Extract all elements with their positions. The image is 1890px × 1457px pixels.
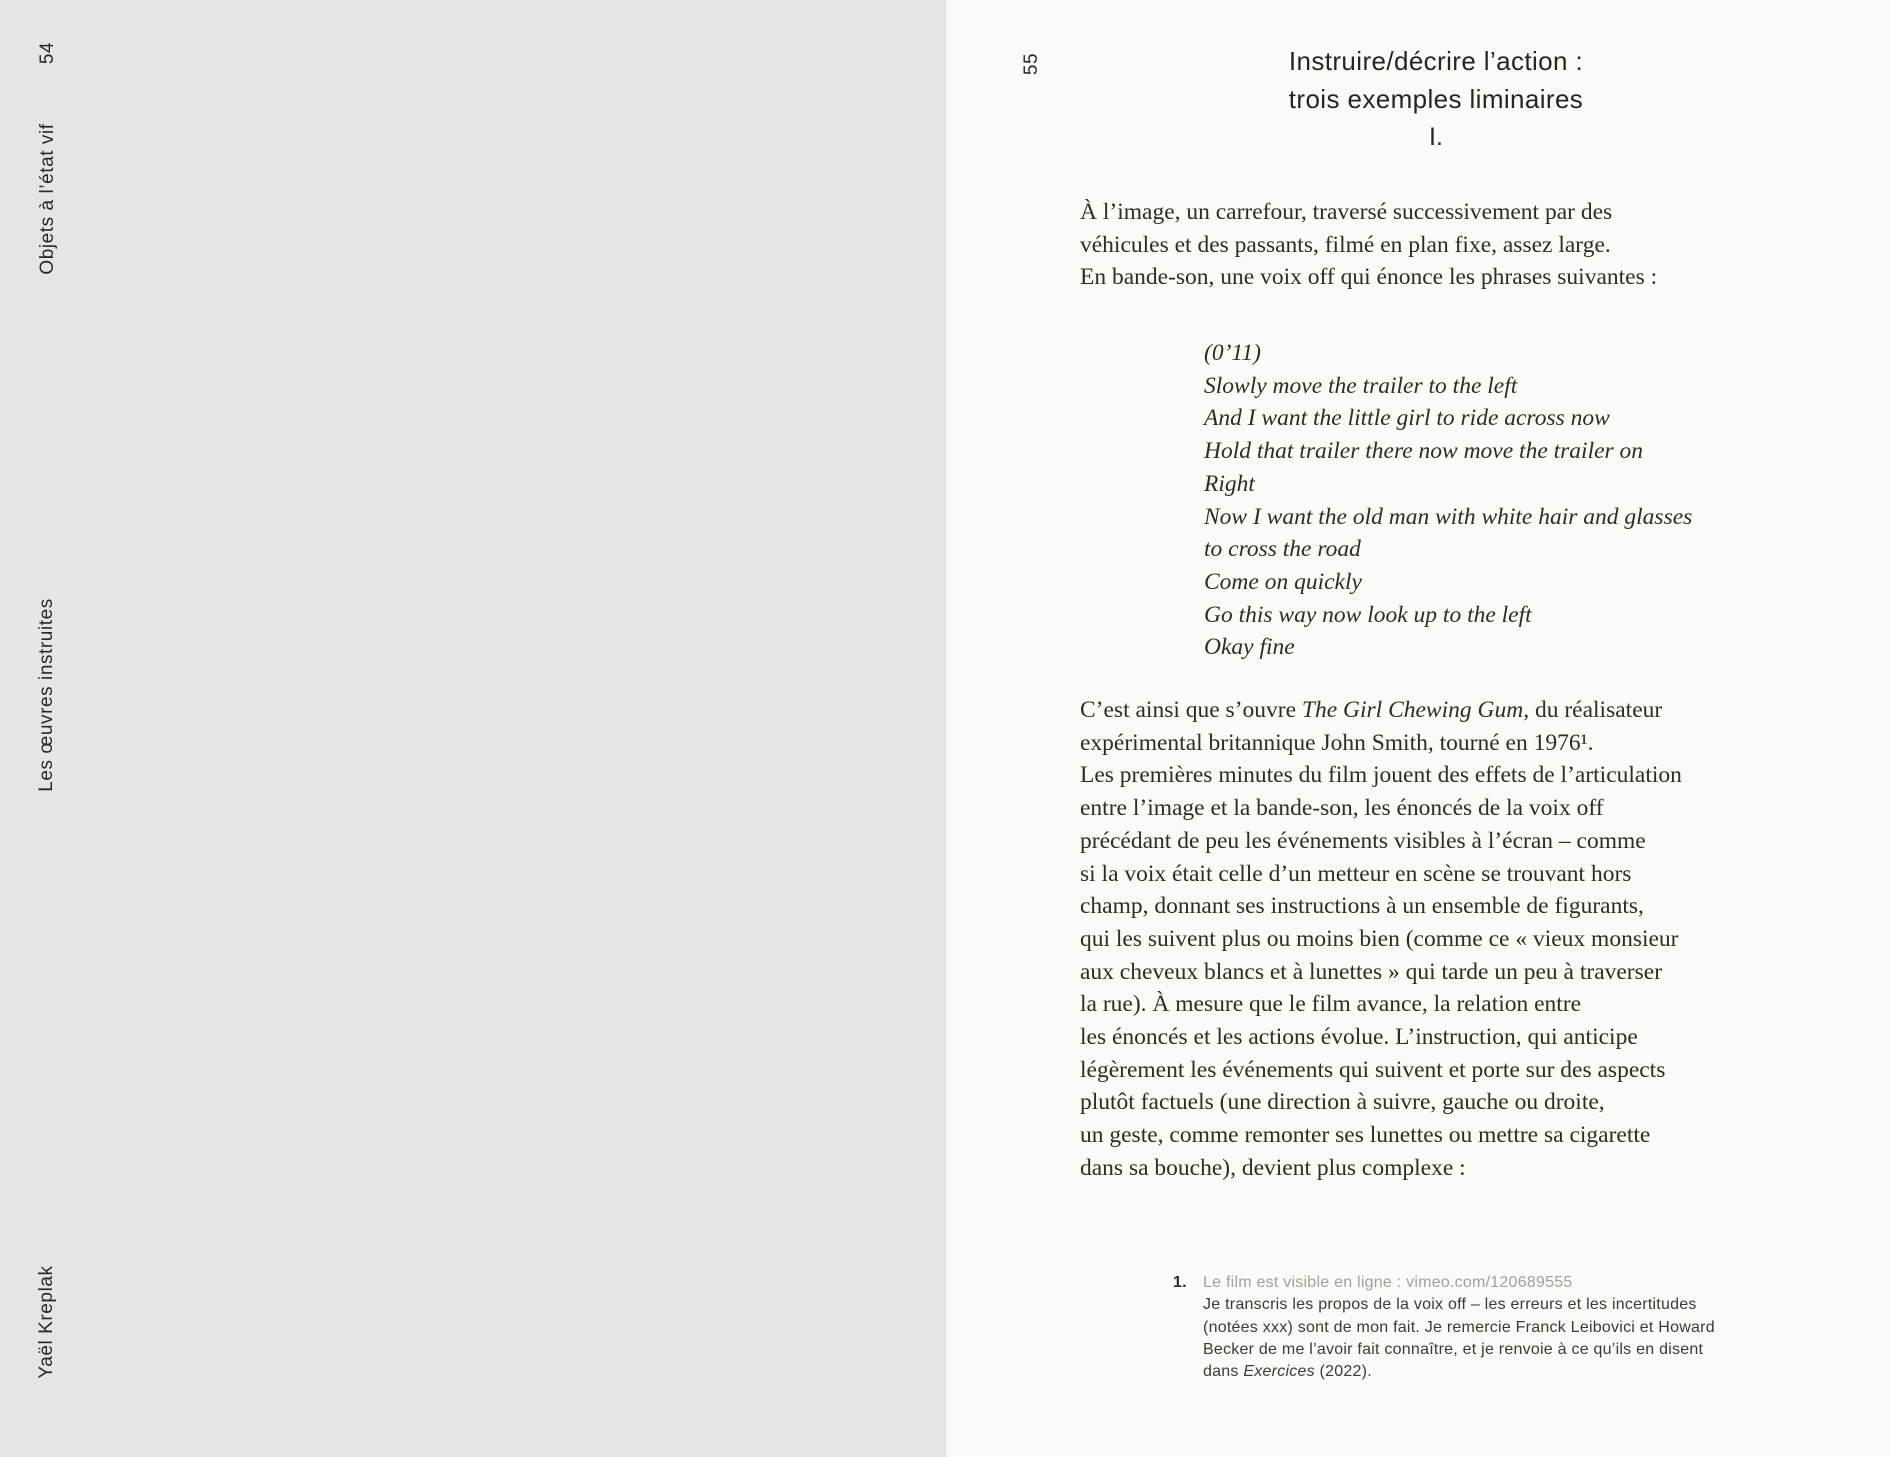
text-line xyxy=(1080,727,1682,760)
margin-label-book-title: Objets à l’état vif xyxy=(37,123,58,275)
text-segment: expérimental britannique John Smith, tourné en 1976¹. xyxy=(1080,729,1594,756)
text-line: Right xyxy=(1204,470,1255,497)
margin-label-author: Yaël Kreplak xyxy=(36,1265,57,1379)
text-segment: Le film est visible en ligne : vimeo.com/120689555 xyxy=(1203,1274,1573,1291)
text-segment: (notées xxx) sont de mon fait. Je remercie Franck Leibovici et Howard xyxy=(1203,1318,1715,1336)
text-segment: C’est ainsi que s’ouvre xyxy=(1080,697,1302,723)
left-page-number: 54 xyxy=(37,41,58,65)
text-line xyxy=(1080,1086,1682,1119)
text-line xyxy=(1173,1339,1813,1361)
text-line xyxy=(1173,1361,1813,1383)
text-line xyxy=(1080,825,1682,858)
text-line xyxy=(1080,988,1682,1021)
text-line xyxy=(1080,890,1682,923)
text-line xyxy=(1173,1317,1813,1339)
text-segment: The Girl Chewing Gum, xyxy=(1301,697,1530,723)
text-segment: dans sa bouche), devient plus complexe : xyxy=(1080,1154,1466,1181)
text-segment: un geste, comme remonter ses lunettes ou mettre sa cigarette xyxy=(1080,1122,1651,1149)
right-page-number: 55 xyxy=(1021,52,1042,76)
text-segment: précédant de peu les événements visibles à l’écran – comme xyxy=(1080,827,1646,854)
text-line: Go this way now look up to the left xyxy=(1204,601,1532,628)
text-line xyxy=(1080,1119,1682,1152)
section-marker: I. xyxy=(1429,123,1443,151)
text-line: Slowly move the trailer to the left xyxy=(1204,372,1518,399)
text-line xyxy=(1080,792,1682,825)
paragraph-intro xyxy=(1080,196,1657,294)
text-segment: du réalisateur xyxy=(1529,697,1663,723)
text-segment: la rue). À mesure que le film avance, la relation entre xyxy=(1080,991,1582,1018)
text-segment: entre l’image et la bande-son, les énoncés de la voix off xyxy=(1080,795,1604,822)
text-segment: Je transcris les propos de la voix off – les erreurs et les incertitudes xyxy=(1203,1296,1697,1314)
text-segment: les énoncés et les actions évolue. L’instruction, qui anticipe xyxy=(1080,1024,1638,1051)
text-line xyxy=(1173,1294,1813,1316)
text-segment: qui les suivent plus ou moins bien (comme ce « vieux monsieur xyxy=(1080,925,1679,952)
text-segment: Les premières minutes du film jouent des effets de l’articulation xyxy=(1080,762,1682,789)
footnote-lines xyxy=(1173,1272,1813,1383)
text-line xyxy=(1080,858,1682,891)
text-line xyxy=(1080,1152,1682,1185)
text-line xyxy=(1080,694,1682,727)
page-title-line2: trois exemples liminaires xyxy=(1288,84,1584,114)
text-segment: légèrement les événements qui suivent et porte sur des aspects xyxy=(1080,1056,1666,1083)
paragraph-main xyxy=(1080,694,1682,1185)
text-line xyxy=(1173,1272,1813,1294)
text-segment: Becker de me l’avoir fait connaître, et je renvoie à ce qu’ils en disent xyxy=(1203,1340,1704,1358)
text-segment: si la voix était celle d’un metteur en scène se trouvant hors xyxy=(1080,860,1632,887)
text-line: Hold that trailer there now move the trailer on xyxy=(1204,438,1644,465)
text-line: À l’image, un carrefour, traversé successivement par des xyxy=(1080,199,1613,225)
page-title xyxy=(1080,42,1792,118)
text-line: to cross the road xyxy=(1204,536,1361,563)
text-line xyxy=(1080,759,1682,792)
margin-label-chapter: Les œuvres instruites xyxy=(36,598,57,792)
text-segment: Exercices xyxy=(1243,1363,1315,1381)
text-line: véhicules et des passants, filmé en plan fixe, assez large. xyxy=(1080,231,1611,258)
text-line xyxy=(1080,956,1682,989)
text-line xyxy=(1080,1021,1682,1054)
text-segment: aux cheveux blancs et à lunettes » qui tarde un peu à traverser xyxy=(1080,958,1663,985)
text-segment: (2022). xyxy=(1314,1363,1372,1381)
footnote-marker: 1. xyxy=(1173,1274,1187,1291)
text-segment: dans xyxy=(1203,1363,1244,1381)
text-line: Okay fine xyxy=(1204,634,1295,661)
text-line: (0’11) xyxy=(1204,340,1261,366)
page-title-line1: Instruire/décrire l’action : xyxy=(1288,46,1584,76)
text-segment: plutôt factuels (une direction à suivre, gauche ou droite, xyxy=(1080,1089,1605,1116)
text-line xyxy=(1080,1054,1682,1087)
voiceover-quote-block xyxy=(1204,337,1692,664)
text-line: En bande-son, une voix off qui énonce les phrases suivantes : xyxy=(1080,264,1658,291)
text-line: Now I want the old man with white hair and glasses xyxy=(1204,503,1693,530)
text-line: Come on quickly xyxy=(1204,568,1362,595)
footnote xyxy=(1173,1272,1813,1383)
text-line xyxy=(1080,923,1682,956)
text-line: And I want the little girl to ride across now xyxy=(1204,405,1610,432)
text-segment: champ, donnant ses instructions à un ensemble de figurants, xyxy=(1080,893,1644,920)
